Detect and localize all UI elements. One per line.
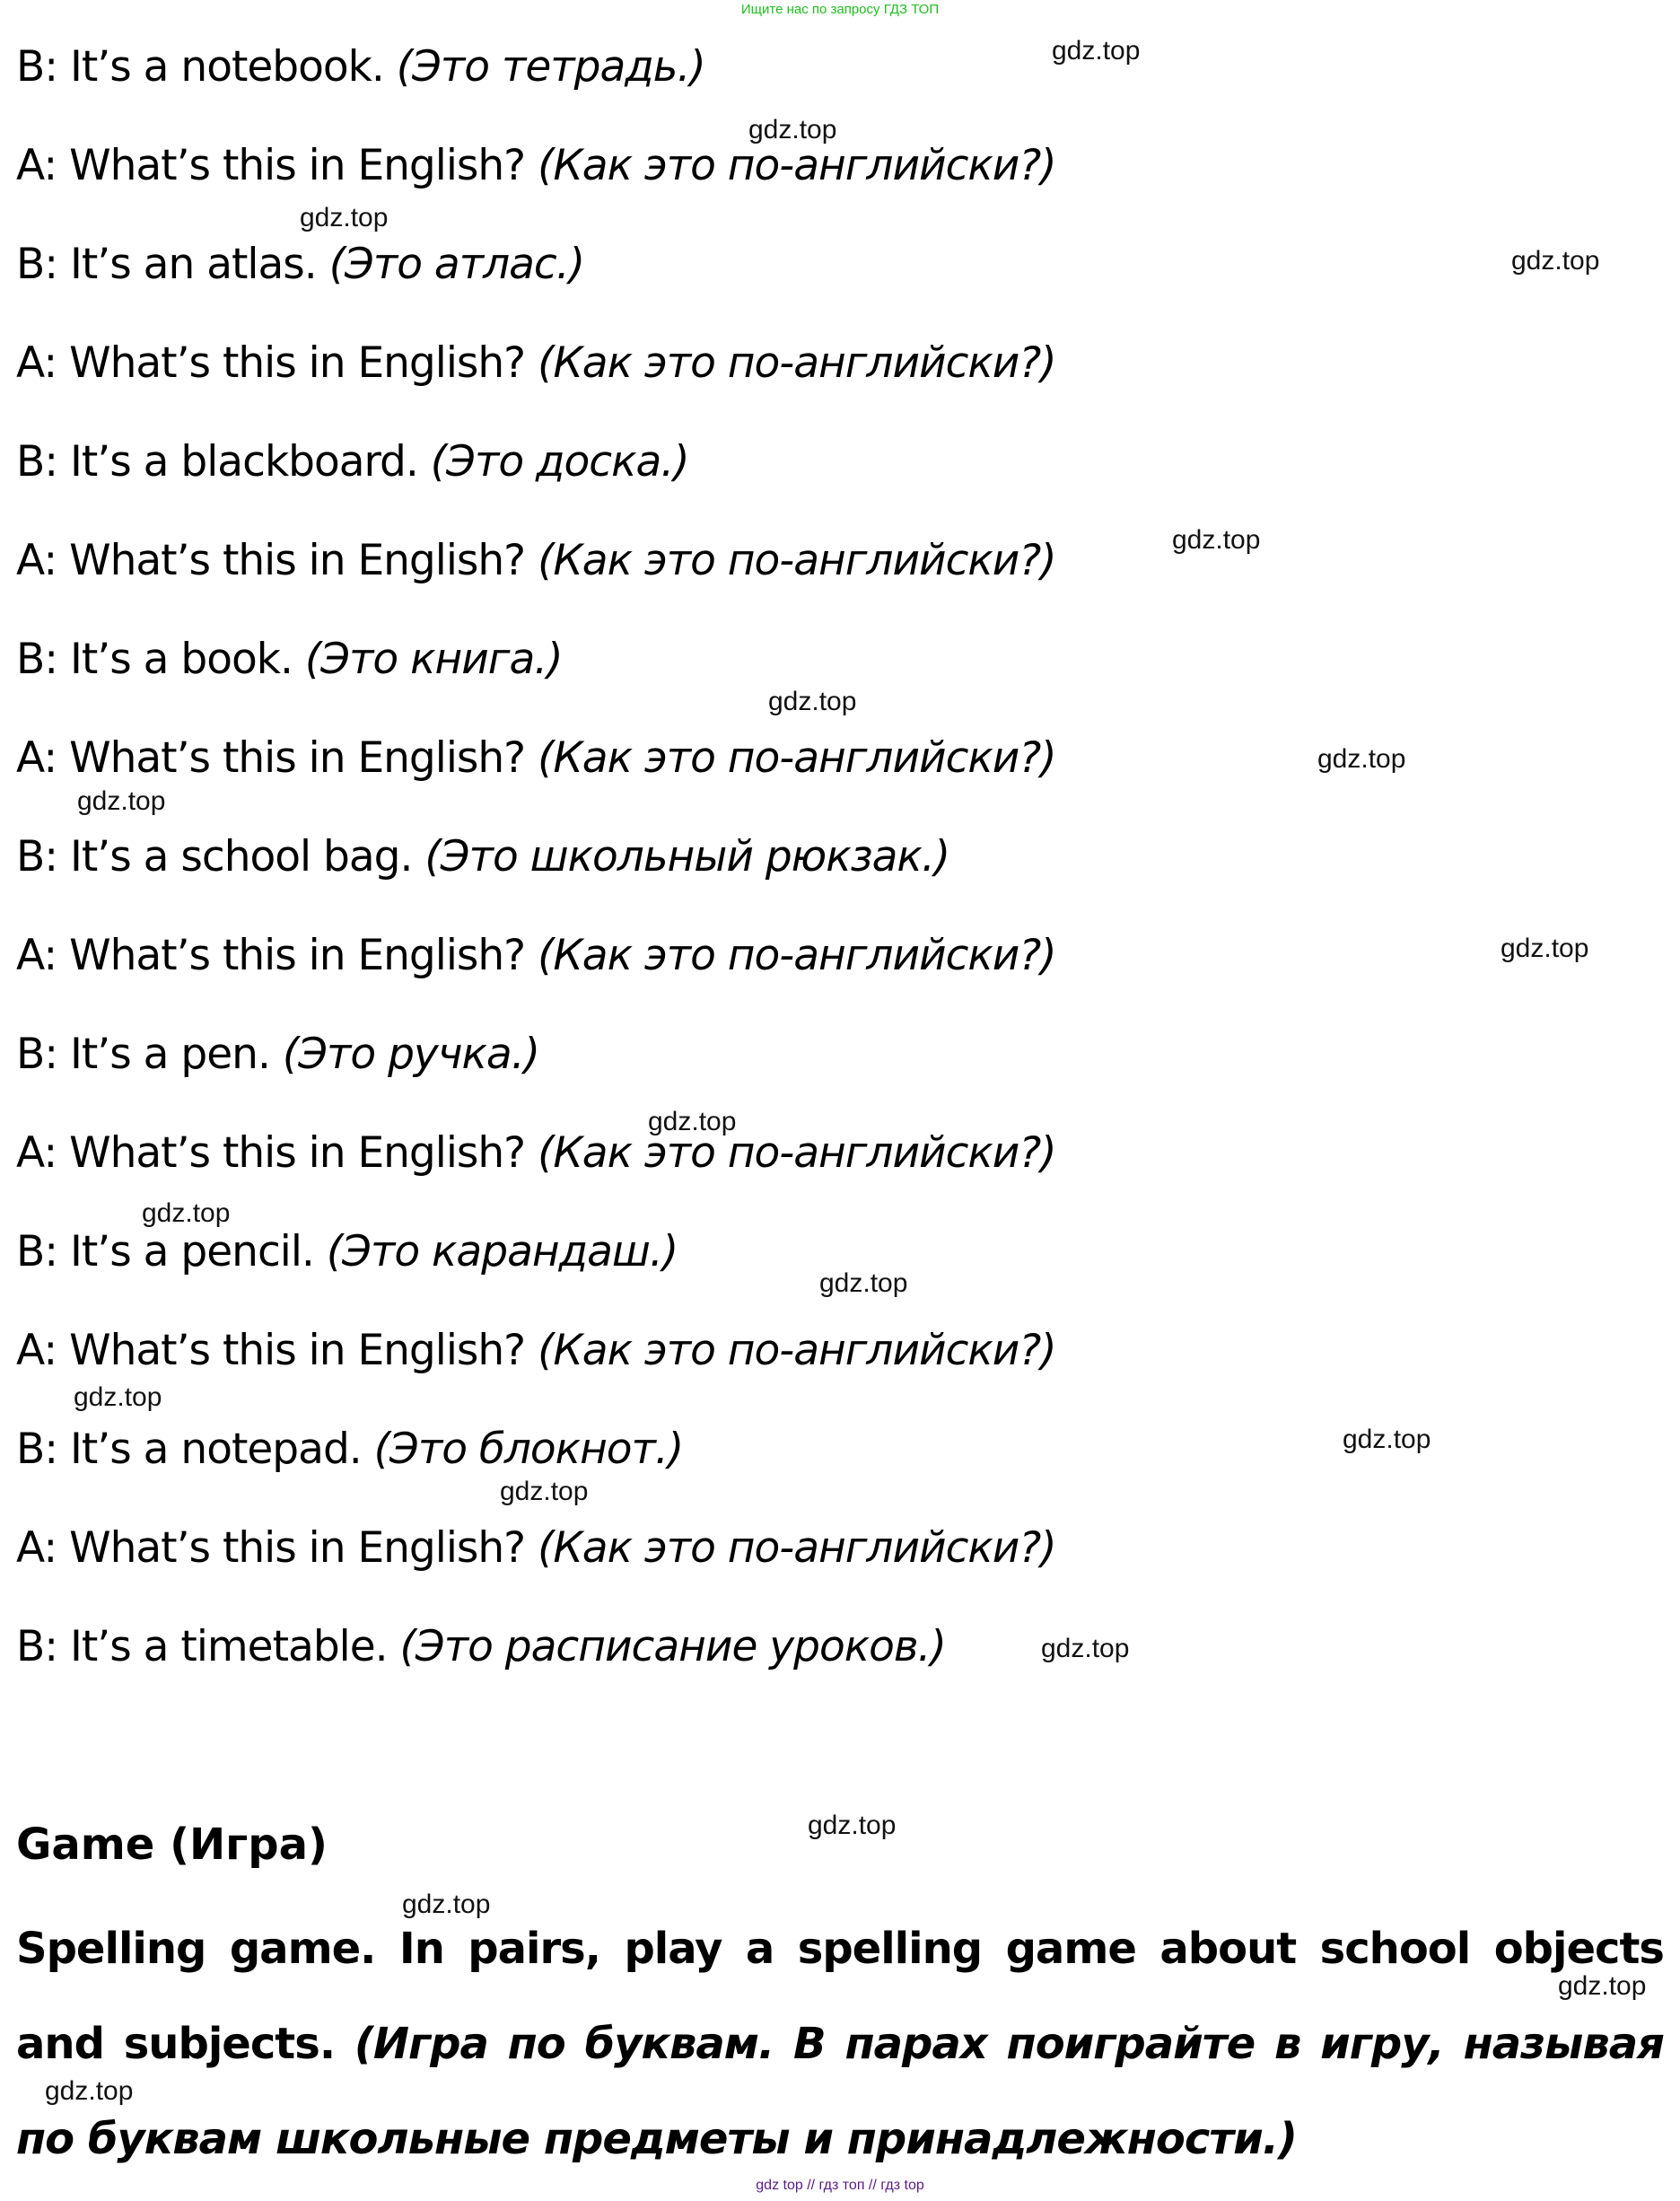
dialogue-line: B: It’s an atlas. (Это атлас.) — [16, 240, 585, 289]
watermark: gdz.top — [1343, 1425, 1431, 1454]
dialogue-line: A: What’s this in English? (Как это по-английски?) — [16, 141, 1056, 190]
dialogue-line: B: It’s a pencil. (Это карандаш.) — [16, 1227, 678, 1276]
dialogue-line: B: It’s a pen. (Это ручка.) — [16, 1030, 539, 1079]
watermark: gdz.top — [500, 1477, 589, 1506]
dialogue-line: B: It’s a book. (Это книга.) — [16, 635, 563, 684]
dialogue-line: A: What’s this in English? (Как это по-английски?) — [16, 733, 1056, 783]
dialogue-line: B: It’s a school bag. (Это школьный рюкзак.) — [16, 832, 950, 881]
watermark: gdz.top — [300, 203, 389, 232]
watermark: gdz.top — [402, 1890, 491, 1919]
watermark: gdz.top — [819, 1268, 908, 1298]
top-banner: Ищите нас по запросу ГДЗ ТОП — [740, 2, 940, 17]
watermark: gdz.top — [1501, 934, 1589, 963]
watermark: gdz.top — [77, 786, 166, 816]
dialogue-line: A: What’s this in English? (Как это по-английски?) — [16, 536, 1056, 585]
watermark: gdz.top — [45, 2076, 134, 2106]
watermark: gdz.top — [768, 687, 857, 716]
watermark: gdz.top — [808, 1811, 897, 1840]
watermark: gdz.top — [748, 115, 837, 145]
watermark: gdz.top — [1041, 1634, 1130, 1663]
task-paragraph: Spelling game. In pairs, play a spelling game about school objects and subjects. (Игра по буквам. В парах поиграйте в игру, называя по буквам школьные предметы и принадлежности.) — [16, 1924, 1665, 2164]
dialogue-line: A: What’s this in English? (Как это по-английски?) — [16, 1523, 1056, 1573]
dialogue-line: B: It’s a notebook. (Это тетрадь.) — [16, 42, 705, 92]
watermark: gdz.top — [648, 1107, 737, 1136]
watermark: gdz.top — [1052, 36, 1141, 66]
watermark: gdz.top — [142, 1198, 231, 1228]
watermark: gdz.top — [1172, 525, 1261, 555]
dialogue-line: B: It’s a timetable. (Это расписание уроков.) — [16, 1622, 946, 1671]
dialogue-line: A: What’s this in English? (Как это по-английски?) — [16, 931, 1056, 980]
dialogue-line: A: What’s this in English? (Как это по-английски?) — [16, 1326, 1056, 1375]
dialogue-line: A: What’s this in English? (Как это по-английски?) — [16, 338, 1056, 388]
dialogue-line: B: It’s a blackboard. (Это доска.) — [16, 437, 689, 487]
dialogue-line: B: It’s a notepad. (Это блокнот.) — [16, 1425, 684, 1474]
watermark: gdz.top — [1558, 1971, 1647, 2001]
watermark: gdz.top — [1317, 744, 1406, 774]
section-heading: Game (Игра) — [16, 1820, 328, 1870]
watermark: gdz.top — [74, 1382, 162, 1412]
dialogue-line: A: What’s this in English? (Как это по-английски?) — [16, 1128, 1056, 1178]
watermark: gdz.top — [1511, 246, 1600, 276]
footer-watermark: gdz top // гдз топ // гдз top — [756, 2178, 924, 2193]
